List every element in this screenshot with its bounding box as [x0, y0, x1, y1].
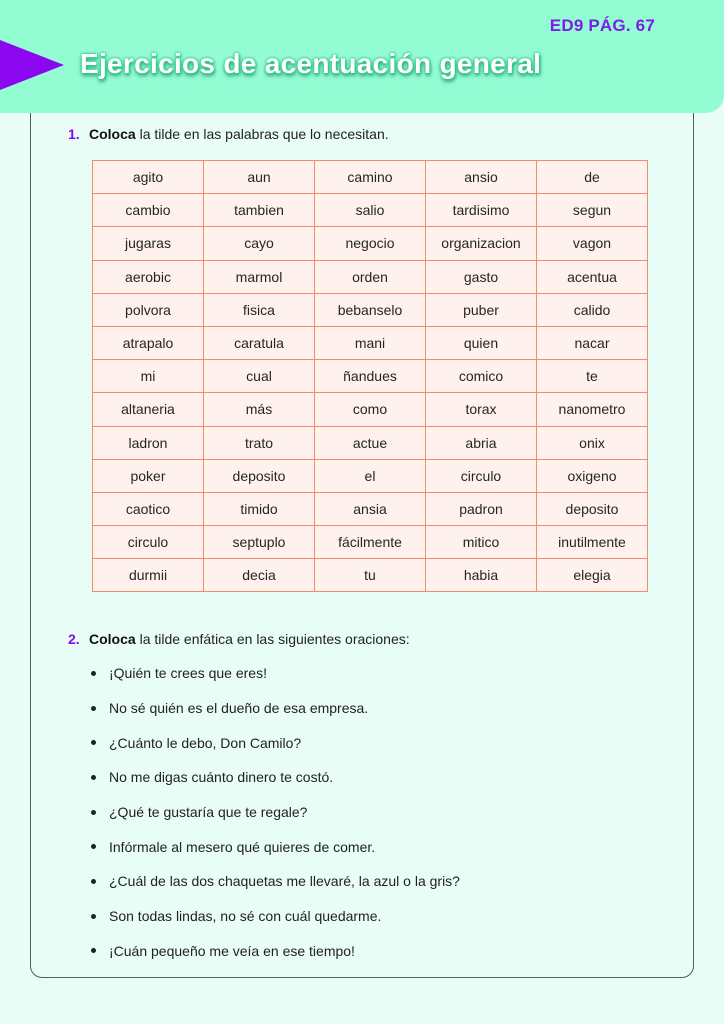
- word-cell: trato: [204, 426, 315, 459]
- word-cell: circulo: [426, 459, 537, 492]
- bullet-icon: [91, 706, 96, 711]
- word-cell: te: [537, 360, 648, 393]
- sentence-text: ¡Cuán pequeño me veía en ese tiempo!: [109, 942, 355, 959]
- word-cell: ladron: [93, 426, 204, 459]
- word-cell: más: [204, 393, 315, 426]
- exercise-2-heading: [68, 631, 410, 647]
- table-row: [93, 326, 648, 359]
- list-item: [88, 934, 460, 969]
- word-cell: el: [315, 459, 426, 492]
- word-cell: tardisimo: [426, 194, 537, 227]
- word-cell: fácilmente: [315, 526, 426, 559]
- list-item: [88, 899, 460, 934]
- list-item: [88, 725, 460, 760]
- word-cell: poker: [93, 459, 204, 492]
- exercise-number: 1.: [68, 126, 80, 142]
- word-cell: cual: [204, 360, 315, 393]
- sentence-text: No me digas cuánto dinero te costó.: [109, 769, 334, 786]
- word-cell: mitico: [426, 526, 537, 559]
- word-cell: oxigeno: [537, 459, 648, 492]
- word-cell: atrapalo: [93, 326, 204, 359]
- word-cell: deposito: [204, 459, 315, 492]
- word-cell: padron: [426, 492, 537, 525]
- word-cell: ñandues: [315, 360, 426, 393]
- word-cell: tambien: [204, 194, 315, 227]
- word-cell: jugaras: [93, 227, 204, 260]
- word-cell: ansio: [426, 161, 537, 194]
- word-cell: torax: [426, 393, 537, 426]
- word-cell: comico: [426, 360, 537, 393]
- exercise-instruction: la tilde en las palabras que lo necesitan.: [135, 126, 389, 142]
- exercise-verb: Coloca: [89, 631, 136, 647]
- exercise-verb: Coloca: [89, 126, 136, 142]
- sentence-text: ¿Cuál de las dos chaquetas me llevaré, la azul o la gris?: [109, 873, 460, 890]
- table-row: [93, 194, 648, 227]
- word-cell: quien: [426, 326, 537, 359]
- sentence-text: ¡Quién te crees que eres!: [109, 665, 267, 682]
- arrow-icon: [0, 40, 64, 90]
- bullet-icon: [91, 948, 96, 953]
- sentence-list: [88, 656, 460, 968]
- word-cell: actue: [315, 426, 426, 459]
- word-cell: calido: [537, 293, 648, 326]
- sentence-text: Infórmale al mesero qué quieres de comer.: [109, 838, 376, 855]
- table-row: [93, 559, 648, 592]
- word-cell: camino: [315, 161, 426, 194]
- list-item: [88, 691, 460, 726]
- word-cell: orden: [315, 260, 426, 293]
- word-cell: puber: [426, 293, 537, 326]
- word-cell: mani: [315, 326, 426, 359]
- word-cell: mi: [93, 360, 204, 393]
- page-title: Ejercicios de acentuación general: [80, 48, 542, 79]
- word-cell: elegia: [537, 559, 648, 592]
- list-item: [88, 829, 460, 864]
- word-cell: inutilmente: [537, 526, 648, 559]
- word-cell: como: [315, 393, 426, 426]
- word-cell: septuplo: [204, 526, 315, 559]
- table-row: [93, 360, 648, 393]
- word-cell: salio: [315, 194, 426, 227]
- table-row: [93, 492, 648, 525]
- word-cell: cayo: [204, 227, 315, 260]
- sentence-text: No sé quién es el dueño de esa empresa.: [109, 700, 369, 717]
- bullet-icon: [91, 775, 96, 780]
- table-row: [93, 293, 648, 326]
- word-cell: tu: [315, 559, 426, 592]
- list-item: [88, 760, 460, 795]
- table-row: [93, 393, 648, 426]
- word-cell: negocio: [315, 227, 426, 260]
- word-cell: abria: [426, 426, 537, 459]
- page-reference: ED9 PÁG. 67: [549, 16, 655, 35]
- header-band: [0, 0, 724, 113]
- word-cell: ansia: [315, 492, 426, 525]
- table-row: [93, 161, 648, 194]
- word-cell: circulo: [93, 526, 204, 559]
- table-row: [93, 227, 648, 260]
- word-cell: nacar: [537, 326, 648, 359]
- word-cell: nanometro: [537, 393, 648, 426]
- word-cell: altaneria: [93, 393, 204, 426]
- table-row: [93, 526, 648, 559]
- word-cell: marmol: [204, 260, 315, 293]
- word-cell: deposito: [537, 492, 648, 525]
- list-item: [88, 656, 460, 691]
- word-cell: decia: [204, 559, 315, 592]
- bullet-icon: [91, 740, 96, 745]
- bullet-icon: [91, 810, 96, 815]
- word-cell: timido: [204, 492, 315, 525]
- word-cell: fisica: [204, 293, 315, 326]
- word-table: [92, 160, 648, 592]
- exercise-instruction: la tilde enfática en las siguientes oraciones:: [135, 631, 410, 647]
- bullet-icon: [91, 671, 96, 676]
- bullet-icon: [91, 914, 96, 919]
- word-cell: cambio: [93, 194, 204, 227]
- word-cell: organizacion: [426, 227, 537, 260]
- bullet-icon: [91, 844, 96, 849]
- list-item: [88, 864, 460, 899]
- word-cell: caratula: [204, 326, 315, 359]
- sentence-text: ¿Cuánto le debo, Don Camilo?: [109, 734, 302, 751]
- word-cell: caotico: [93, 492, 204, 525]
- word-cell: acentua: [537, 260, 648, 293]
- bullet-icon: [91, 879, 96, 884]
- word-cell: gasto: [426, 260, 537, 293]
- word-cell: bebanselo: [315, 293, 426, 326]
- list-item: [88, 795, 460, 830]
- sentence-text: ¿Qué te gustaría que te regale?: [109, 804, 308, 821]
- word-cell: de: [537, 161, 648, 194]
- word-cell: habia: [426, 559, 537, 592]
- sentence-text: Son todas lindas, no sé con cuál quedarme.: [109, 908, 382, 925]
- table-row: [93, 426, 648, 459]
- word-cell: onix: [537, 426, 648, 459]
- exercise-number: 2.: [68, 631, 80, 647]
- table-row: [93, 459, 648, 492]
- word-cell: durmii: [93, 559, 204, 592]
- word-cell: segun: [537, 194, 648, 227]
- word-cell: agito: [93, 161, 204, 194]
- word-cell: aun: [204, 161, 315, 194]
- exercise-1-heading: [68, 126, 389, 142]
- word-cell: vagon: [537, 227, 648, 260]
- table-row: [93, 260, 648, 293]
- word-cell: polvora: [93, 293, 204, 326]
- word-cell: aerobic: [93, 260, 204, 293]
